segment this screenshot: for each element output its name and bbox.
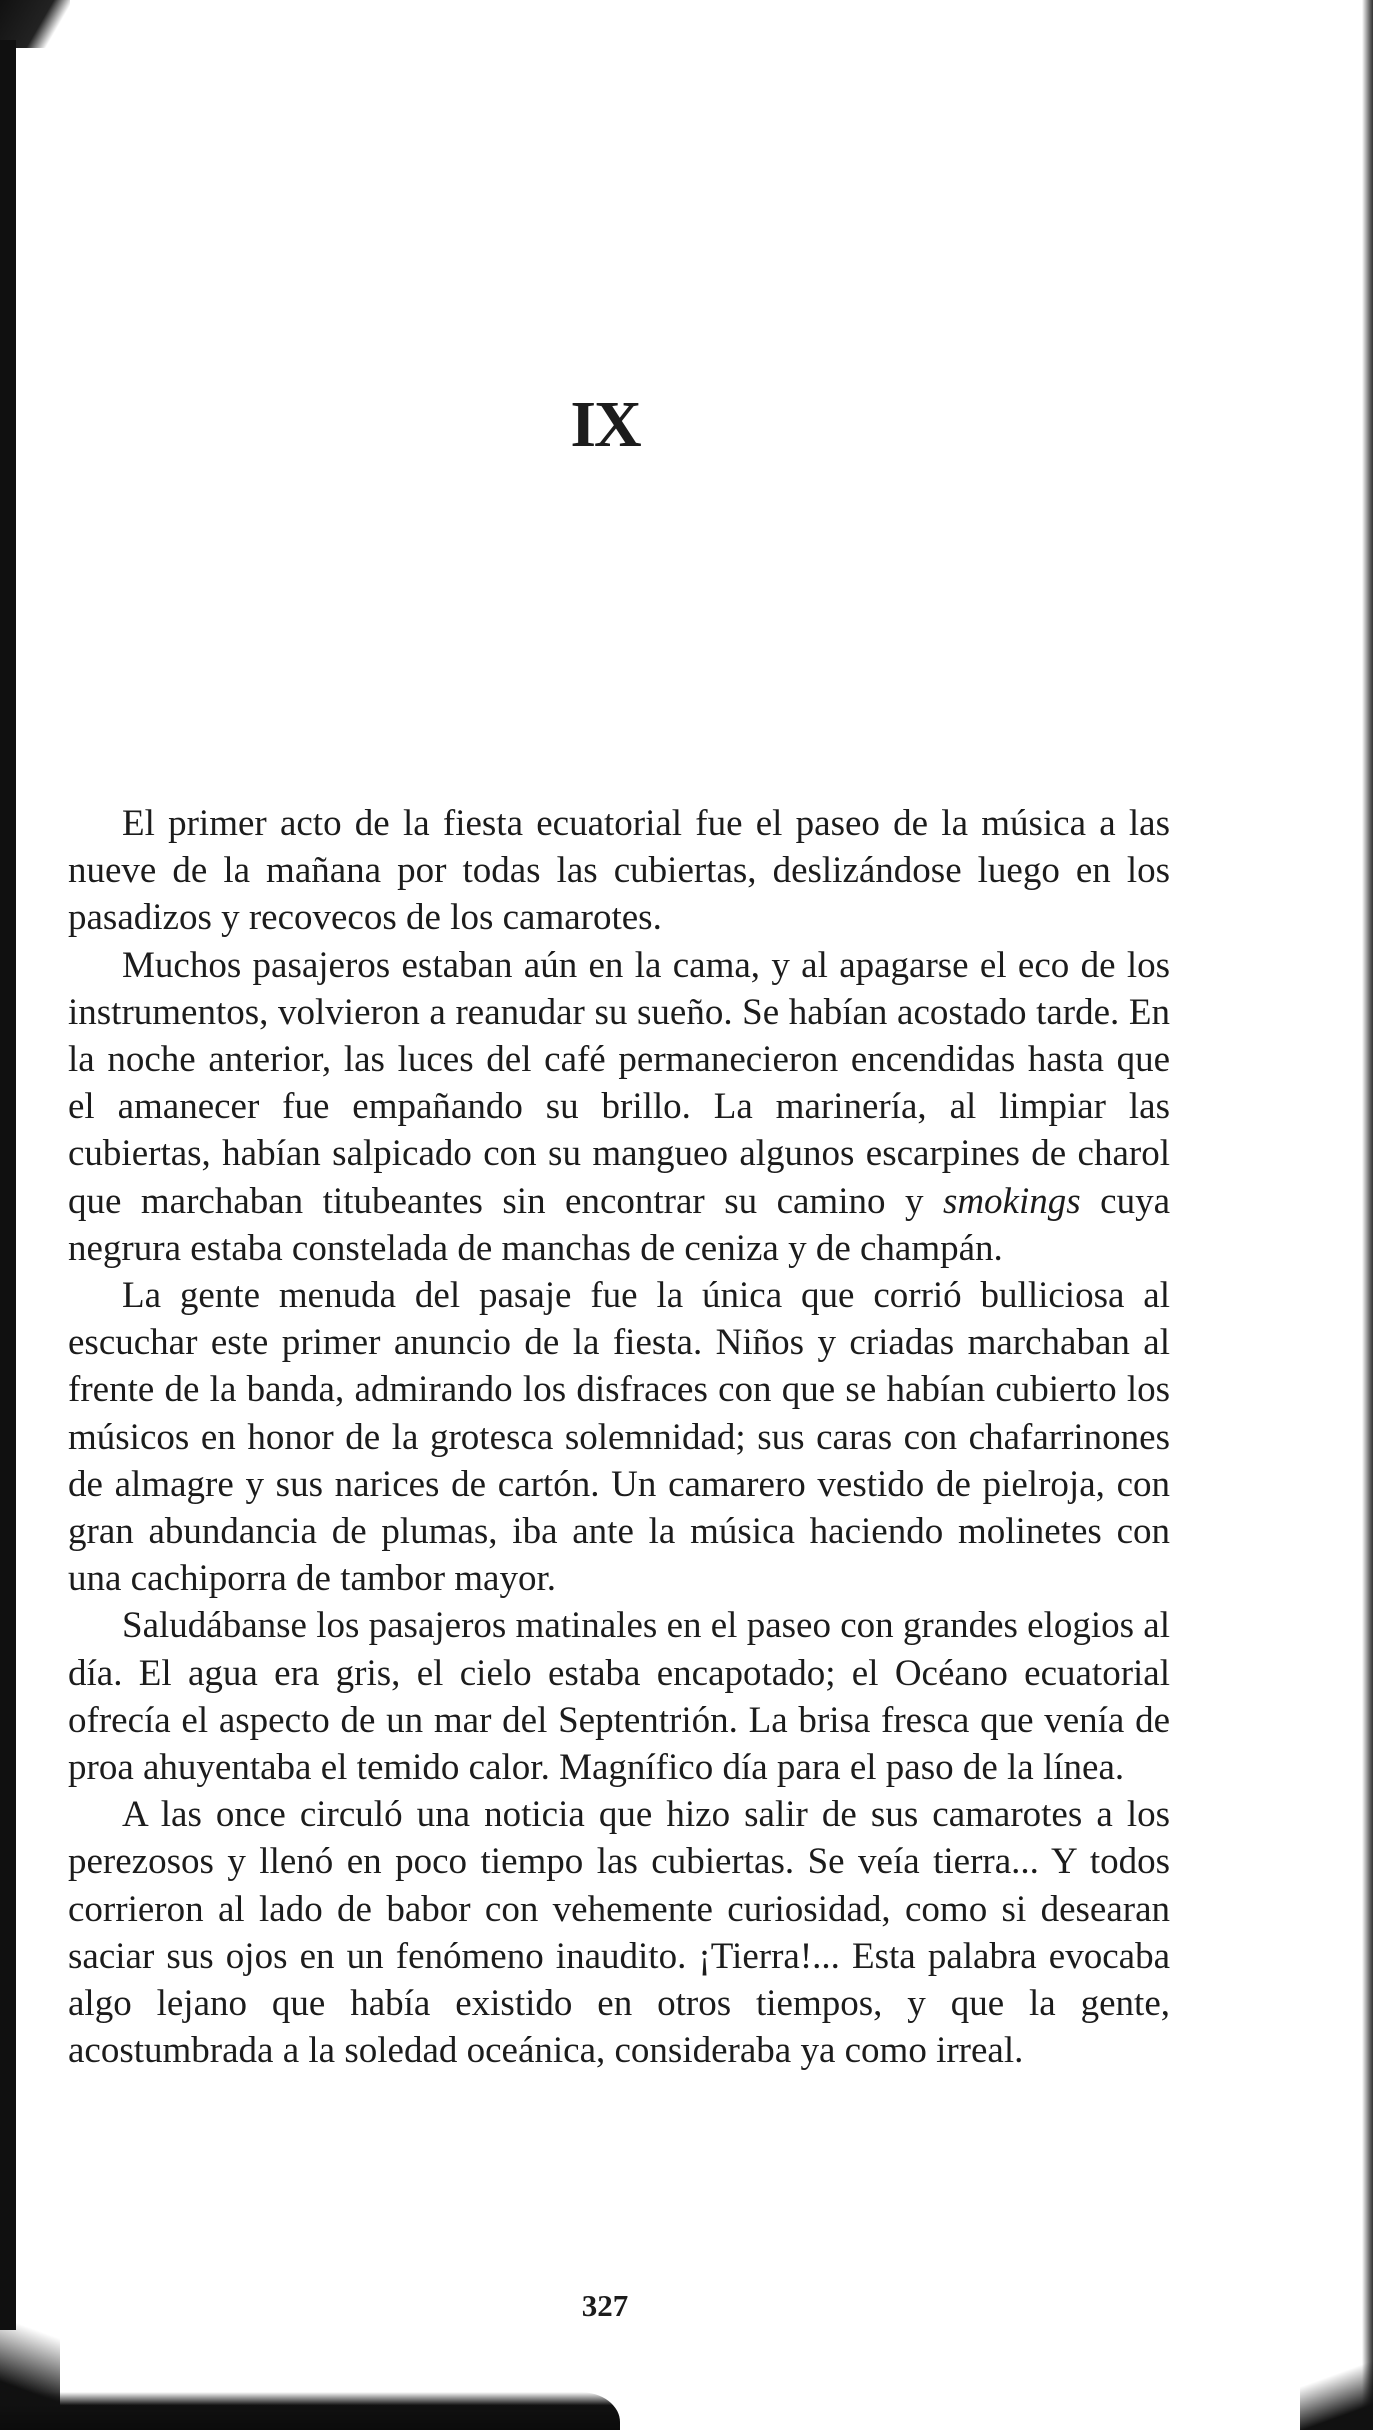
scan-shadow-bottom <box>0 2392 620 2430</box>
paragraph: Muchos pasajeros estaban aún en la cama, y al apagarse el eco de los instrumentos, volvieron a reanudar su sueño. Se habían acostado tarde. En la noche anterior, las luces del café permanecieron encendidas hasta que el amanecer fue empañando su brillo. La marinería, al limpiar las cubiertas, habían salpicado con su mangueo algunos escarpines de charol que marchaban titubeantes sin encontrar su camino y smokings cuya negrura estaba constelada de manchas de ceniza y de champán. <box>68 944 1170 1269</box>
scan-shadow-bottom-right <box>1300 2330 1373 2430</box>
scan-binding-edge-left <box>0 40 16 2330</box>
chapter-title: IX <box>570 388 640 461</box>
paragraph: El primer acto de la fiesta ecuatorial fue el paseo de la música a las nueve de la mañana por todas las cubiertas, deslizándose luego en los pasadizos y recovecos de los camarotes. <box>68 803 1170 939</box>
italic-word: smokings <box>942 1180 1081 1222</box>
paragraph: Saludábanse los pasajeros matinales en el paseo con grandes elogios al día. El agua era gris, el cielo estaba encapotado; el Océano ecuatorial ofrecía el aspecto de un mar del Septentrión. La brisa fresca que venía de proa ahuyentaba el temido calor. Magnífico día para el paso de la línea. <box>68 1605 1171 1789</box>
page-number: 327 <box>581 2288 629 2323</box>
paragraph: La gente menuda del pasaje fue la única que corrió bulliciosa al escuchar este primer anuncio de la fiesta. Niños y criadas marchaban al frente de la banda, admirando los disfraces con que se habían cubierto los músicos en honor de la grotesca solemnidad; sus caras con chafarrinones de almagre y sus narices de cartón. Un camarero vestido de pielroja, con gran abundancia de plumas, iba ante la música haciendo molinetes con una cachiporra de tambor mayor. <box>68 1275 1170 1600</box>
scan-edge-right <box>1362 0 1373 2430</box>
paragraph: A las once circuló una noticia que hizo salir de sus camarotes a los perezosos y llenó en poco tiempo las cubiertas. Se veía tierra... Y todos corrieron al lado de babor con vehemente curiosidad, como si desearan saciar sus ojos en un fenómeno inaudito. ¡Tierra!... Esta palabra evocaba algo lejano que había existido en otros tiempos, y que la gente, acostumbrada a la soledad oceánica, consideraba ya como irreal. <box>68 1794 1170 2072</box>
chapter-body <box>68 800 1170 2074</box>
